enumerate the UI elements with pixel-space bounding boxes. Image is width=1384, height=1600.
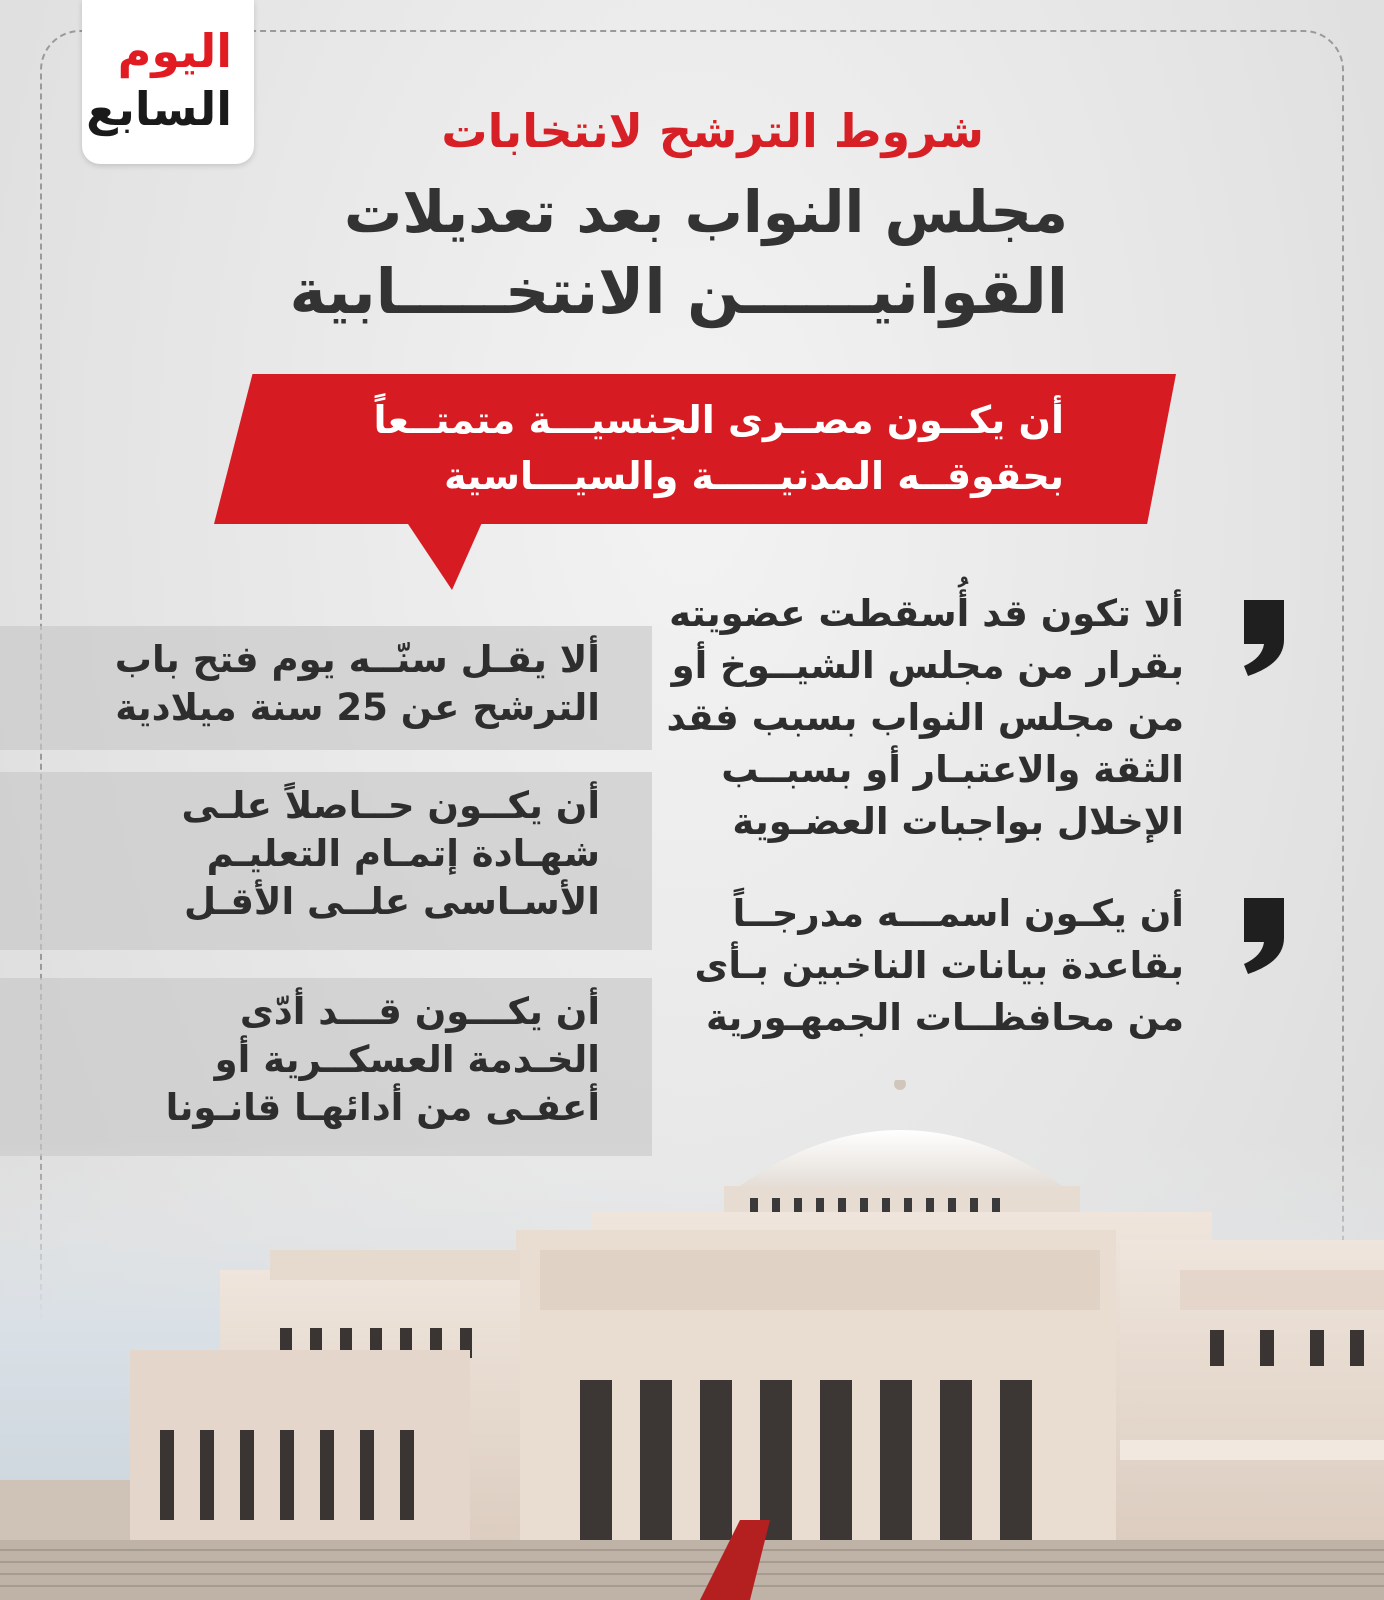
condition-voter-registry <box>624 888 1184 1044</box>
condition-line: الثقة والاعتبـار أو بسبــب <box>721 748 1184 791</box>
condition-line: شهـادة إتمـام التعليـم <box>206 832 600 875</box>
condition-text <box>40 782 600 926</box>
condition-line: الترشح عن 25 سنة ميلادية <box>115 686 600 729</box>
comma-quote-icon <box>1240 600 1284 676</box>
banner-line-1: أن يكــون مصــرى الجنسيـــة متمتــعاً <box>373 398 1064 442</box>
title-line-3: القوانيــــــن الانتخـــــابية <box>289 255 1068 328</box>
parliament-building-image <box>0 1080 1384 1600</box>
condition-line: أن يكــون حــاصلاً علـى <box>181 784 600 827</box>
banner-line-2: بحقوقــه المدنيـــــة والسيـــاسية <box>444 454 1064 498</box>
condition-line: الأسـاسى علــى الأقـل <box>184 880 600 923</box>
condition-line: بقاعدة بيانات الناخبين بـأى <box>694 944 1184 987</box>
logo-line-2: السابع <box>86 82 232 136</box>
condition-membership <box>624 588 1184 848</box>
condition-line: أعفـى من أدائهـا قانـونا <box>165 1086 600 1129</box>
condition-line: بقرار من مجلس الشيــوخ أو <box>671 644 1184 687</box>
condition-line: من مجلس النواب بسبب فقد <box>666 696 1184 739</box>
banner-text <box>304 392 1064 504</box>
condition-box-education <box>0 772 652 950</box>
condition-line: ألا تكون قد أُسقطت عضويته <box>669 592 1184 635</box>
logo-line-1: اليوم <box>117 24 232 78</box>
comma-quote-icon <box>1240 898 1284 974</box>
condition-line: الخـدمة العسكــرية أو <box>214 1038 600 1081</box>
title-line-1: شروط الترشح لانتخابات <box>441 104 984 158</box>
condition-line: من محافظــات الجمهـورية <box>705 996 1184 1039</box>
condition-text <box>40 636 600 732</box>
title-line-2: مجلس النواب بعد تعديلات <box>344 178 1068 246</box>
condition-line: الإخلال بواجبات العضـوية <box>732 800 1184 843</box>
condition-box-age <box>0 626 652 750</box>
condition-line: أن يكـون اسمـــه مدرجــاً <box>732 892 1184 935</box>
condition-line: ألا يقـل سنّــه يوم فتح باب <box>114 638 600 681</box>
condition-line: أن يكـــون قـــد أدّى <box>239 990 600 1033</box>
